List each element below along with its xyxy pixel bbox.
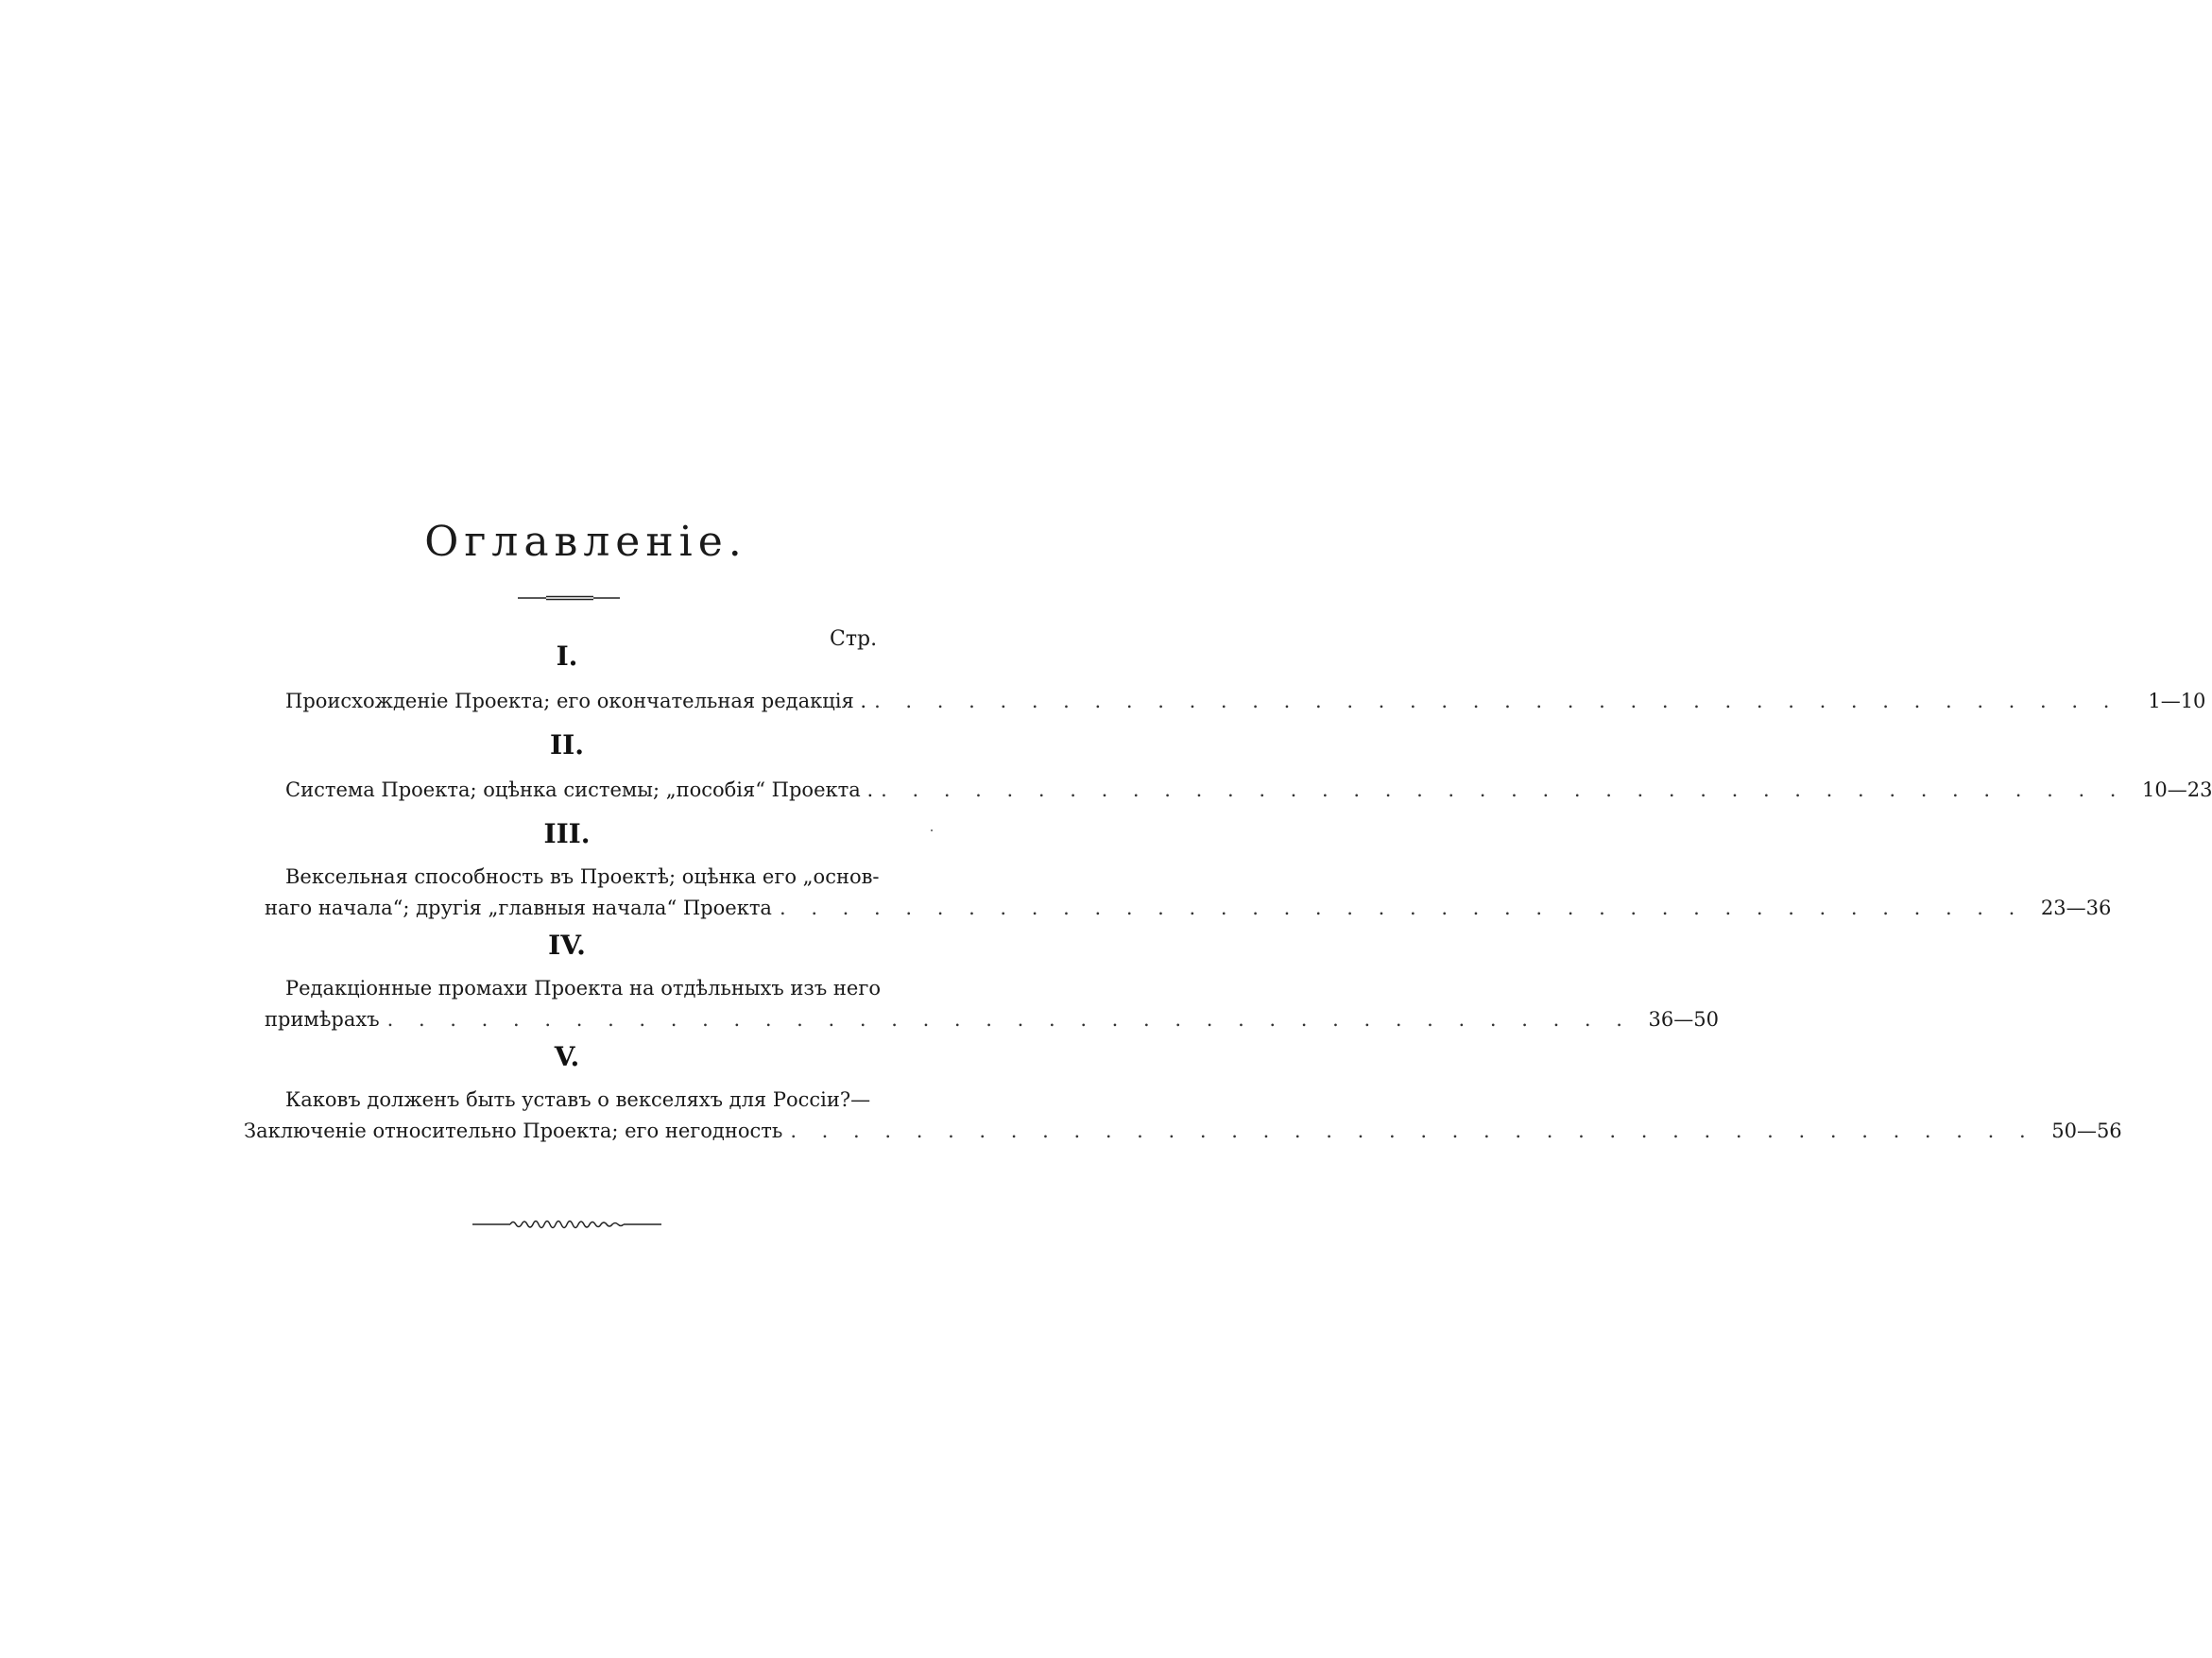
toc-entry-text: Каковъ долженъ быть уставъ о векселяхъ для Россіи?— [285,1088,871,1111]
toc-entry[interactable] [244,1085,2122,1147]
section-numeral: I. [556,641,578,672]
section-numeral: IV. [548,930,586,961]
leader-dots: . . . . . . . . . . . . . . . . . . . . . . . . . . . . . . . . . . . . . . . . [790,1120,2035,1142]
toc-entry-pages: 36—50 [1648,1008,1719,1031]
toc-entry-text: наго начала“; другія „главныя начала“ Проекта [265,897,772,919]
page-column-label: Стр. [830,627,878,651]
title-rule-ornament [518,594,620,602]
end-wave-ornament [472,1213,661,1236]
leader-dots: . . . . . . . . . . . . . . . . . . . . . . . . . . . . . . . . . . . . . . . . [386,1008,1632,1031]
toc-entry[interactable] [265,775,2212,806]
page-title: Оглавленіе. [424,518,747,566]
toc-entry[interactable] [265,973,1719,1035]
toc-entry-line [265,862,881,893]
toc-entry[interactable] [265,862,2112,924]
toc-entry-line [265,775,2212,806]
toc-entry-line [265,893,2112,924]
toc-entry-line [244,1116,2122,1147]
toc-entry[interactable] [265,686,2206,717]
leader-dots: . . . . . . . . . . . . . . . . . . . . . . . . . . . . . . . . . . . . . . . . [779,897,2025,919]
toc-entry-line [265,1004,1719,1035]
toc-entry-text: Происхожденіе Проекта; его окончательная редакція . [285,690,867,712]
toc-entry-text: Система Проекта; оцѣнка системы; „пособія“ Проекта . [285,778,874,801]
leader-dots: . . . . . . . . . . . . . . . . . . . . . . . . . . . . . . . . . . . . . . . . [874,690,2119,712]
toc-entry-line [265,1085,881,1116]
section-numeral: II. [550,729,584,761]
toc-entry-pages: 1—10 [2148,690,2206,712]
section-numeral: III. [543,818,591,849]
toc-entry-pages: 50—56 [2051,1120,2122,1142]
leader-dots: . . . . . . . . . . . . . . . . . . . . . . . . . . . . . . . . . . . . . . . . [881,778,2126,801]
toc-entry-text: примѣрахъ [265,1008,380,1031]
toc-entry-text: Вексельная способность въ Проектѣ; оцѣнка его „основ- [285,865,880,888]
toc-entry-pages: 10—23 [2142,778,2212,801]
paper-speck [931,829,933,831]
section-numeral: V. [554,1041,580,1072]
toc-entry-pages: 23—36 [2040,897,2112,919]
toc-entry-text: Заключеніе относительно Проекта; его негодность [244,1120,783,1142]
toc-entry-text: Редакціонные промахи Проекта на отдѣльныхъ изъ него [285,977,881,1000]
toc-entry-line [265,686,2206,717]
toc-entry-line [265,973,881,1004]
